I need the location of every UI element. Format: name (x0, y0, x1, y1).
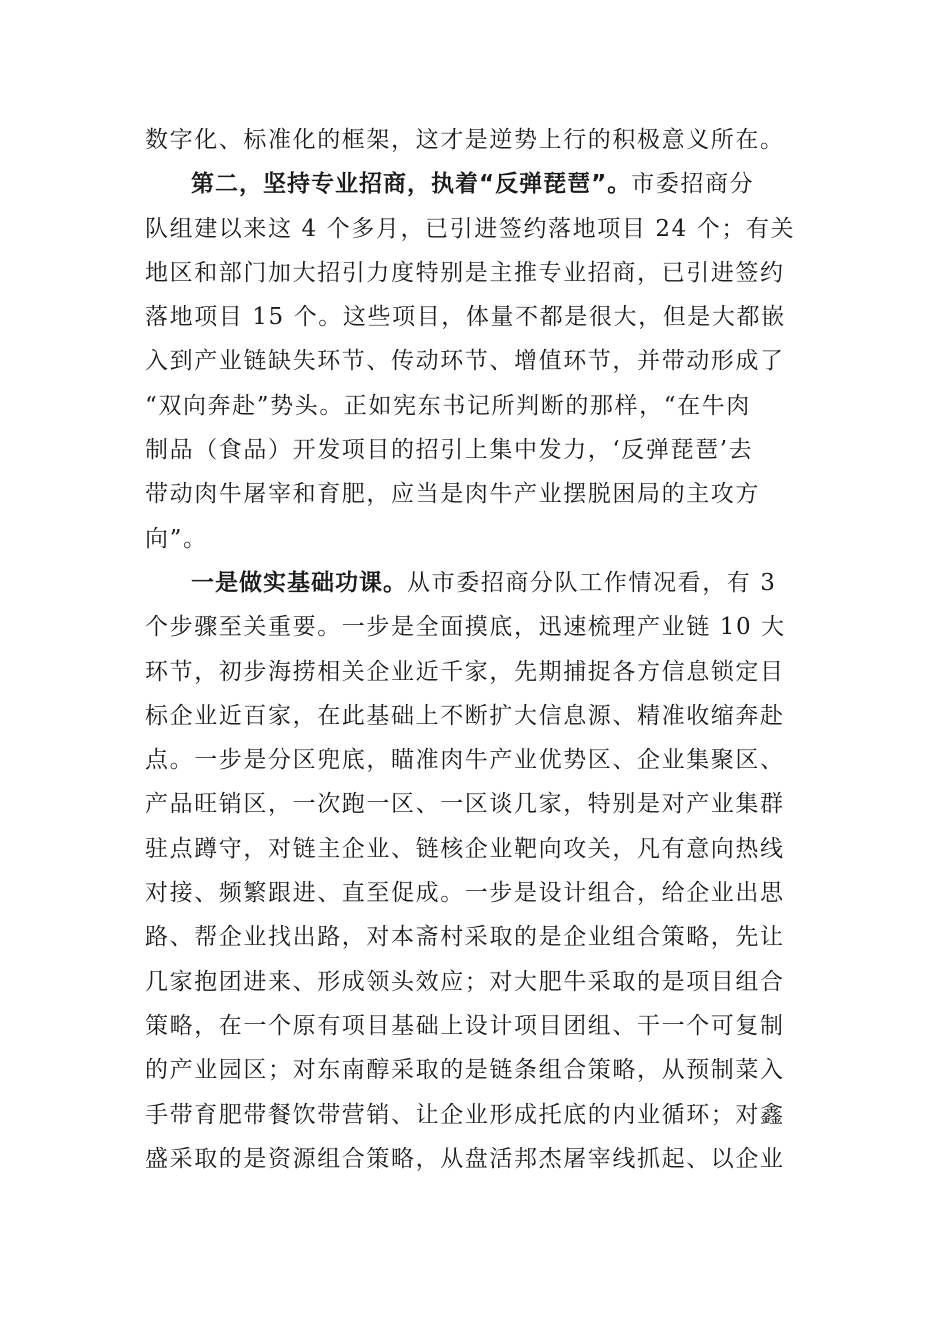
text-line: 环节，初步海捞相关企业近千家，先期捕捉各方信息锁定目 (145, 658, 785, 685)
text-line: 标企业近百家，在此基础上不断扩大信息源、精准收缩奔赴 (145, 702, 785, 729)
text-line: 向”。 (145, 525, 208, 552)
text-line: “双向奔赴”势头。正如宪东书记所判断的那样，“在牛肉 (145, 392, 751, 419)
text-line: 路、帮企业找出路，对本斋村采取的是企业组合策略，先让 (145, 924, 785, 951)
text-run: 市委招商分 (631, 171, 755, 198)
text-line: 带动肉牛屠宰和育肥，应当是肉牛产业摆脱困局的主攻方 (145, 481, 760, 508)
document-body (145, 118, 810, 1181)
text-line: 驻点蹲守，对链主企业、链核企业靶向攻关，凡有意向热线 (145, 835, 785, 862)
text-run: 从市委招商分队工作情况看，有 3 (407, 569, 777, 596)
text-line: 点。一步是分区兜底，瞄准肉牛产业优势区、企业集聚区、 (145, 747, 785, 774)
text-line: 盛采取的是资源组合策略，从盘活邦杰屠宰线抓起、以企业 (145, 1145, 785, 1172)
text-line: 入到产业链缺失环节、传动环节、增值环节，并带动形成了 (145, 348, 785, 375)
paragraph-2 (145, 162, 810, 561)
paragraph-heading: 一是做实基础功课。 (191, 569, 407, 596)
text-line: 制品（食品）开发项目的招引上集中发力，‘反弹琵琶’去 (145, 437, 754, 464)
text-line: 手带育肥带餐饮带营销、让企业形成托底的内业循环；对鑫 (145, 1101, 785, 1128)
paragraph-3 (145, 561, 810, 1181)
paragraph-heading: 第二，坚持专业招商，执着“反弹琵琶”。 (191, 171, 632, 198)
text-line: 产品旺销区，一次跑一区、一区谈几家，特别是对产业集群 (145, 791, 785, 818)
text-line: 策略，在一个原有项目基础上设计项目团组、干一个可复制 (145, 1012, 785, 1039)
text-line: 落地项目 15 个。这些项目，体量不都是很大，但是大都嵌 (145, 304, 786, 331)
text-line: 的产业园区；对东南醇采取的是链条组合策略，从预制菜入 (145, 1057, 785, 1084)
text-line: 数字化、标准化的框架，这才是逆势上行的积极意义所在。 (145, 127, 785, 153)
text-line: 几家抱团进来、形成领头效应；对大肥牛采取的是项目组合 (145, 968, 785, 995)
paragraph-first-line (145, 162, 810, 206)
text-line: 队组建以来这 4 个多月，已引进签约落地项目 24 个；有关 (145, 215, 796, 242)
text-line: 个步骤至关重要。一步是全面摸底，迅速梳理产业链 10 大 (145, 614, 786, 641)
paragraph-1 (145, 118, 810, 162)
paragraph-first-line (145, 561, 810, 605)
text-line: 地区和部门加大招引力度特别是主推专业招商，已引进签约 (145, 259, 785, 286)
text-line: 对接、频繁跟进、直至促成。一步是设计组合，给企业出思 (145, 880, 785, 907)
